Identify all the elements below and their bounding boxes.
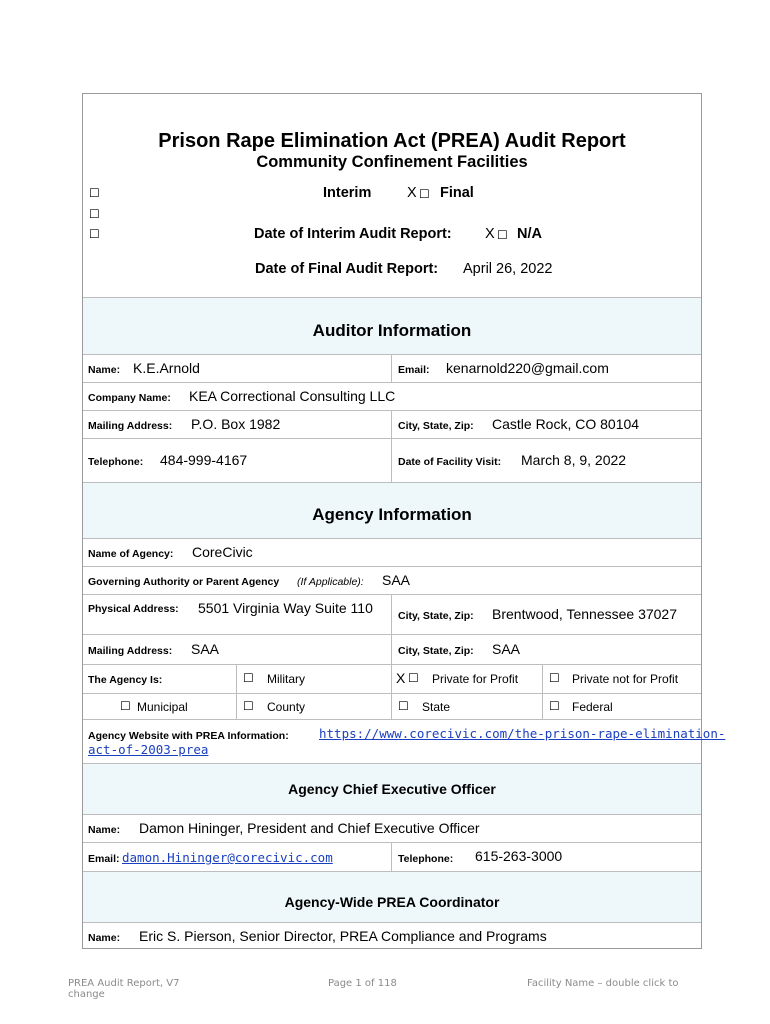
agency-website-link[interactable]: https://www.corecivic.com/the-prison-rape-elimination- [319,726,726,741]
column-divider [391,354,392,382]
agency-type-row-2 [83,693,701,719]
agency-website-row [83,719,726,763]
governing-authority-label: Governing Authority or Parent Agency [88,576,280,588]
checkbox-icon[interactable]: ☐ [120,699,131,713]
auditor-heading: Auditor Information [312,321,472,340]
agency-type-label: The Agency Is: [88,674,163,686]
checkbox-icon[interactable]: ☐ [398,699,409,713]
ceo-phone-value: 615-263-3000 [475,848,563,864]
footer-right: Facility Name – double click to [527,978,679,989]
column-divider [391,410,392,482]
auditor-name-row [83,354,701,382]
footer-left-line1: PREA Audit Report, V7 [68,978,180,989]
checkbox-icon[interactable]: ☐ [89,207,100,221]
footer-left-line2: change [68,989,105,1000]
final-date-value: April 26, 2022 [463,261,553,277]
agency-website-label: Agency Website with PREA Information: [88,730,289,742]
auditor-email-label: Email: [398,364,430,376]
ceo-email-link[interactable]: damon.Hininger@corecivic.com [122,850,333,865]
auditor-phone-row [83,438,701,482]
agency-name-row [83,538,701,566]
checkbox-icon[interactable]: ☐ [408,671,419,685]
auditor-mailing-label: Mailing Address: [88,420,173,432]
ceo-email-label: Email: [88,853,120,865]
auditor-mailing-value: P.O. Box 1982 [191,416,281,432]
ceo-phone-label: Telephone: [398,853,454,865]
physical-address-label: Physical Address: [88,603,179,615]
auditor-company-row [83,382,701,410]
governing-authority-note: (If Applicable): [297,576,364,588]
report-subtitle: Community Confinement Facilities [256,153,528,171]
auditor-company-label: Company Name: [88,392,171,404]
checkbox-icon[interactable]: ☐ [243,671,254,685]
agency-governing-row [83,566,701,594]
agency-mailing-row [83,634,701,664]
ceo-name-label: Name: [88,824,121,836]
option-state: State [422,700,451,714]
option-municipal: Municipal [137,700,188,714]
coordinator-name-label: Name: [88,932,121,944]
checkbox-icon[interactable]: ☐ [419,187,430,201]
interim-label: Interim [323,185,372,201]
agency-name-value: CoreCivic [192,544,253,560]
final-date-label: Date of Final Audit Report: [255,261,439,277]
report-cover-table [82,93,726,949]
ceo-contact-row [83,842,701,871]
column-divider [391,842,392,871]
option-private-not-for-profit: Private not for Profit [572,672,679,686]
column-divider [236,664,237,719]
checkbox-icon[interactable]: ☐ [89,186,100,200]
auditor-name-label: Name: [88,364,121,376]
checkbox-icon[interactable]: ☐ [549,699,560,713]
option-federal: Federal [572,700,613,714]
auditor-phone-label: Telephone: [88,456,144,468]
footer-page-number: Page 1 of 118 [328,978,397,989]
ceo-name-value: Damon Hininger, President and Chief Executive Officer [139,820,480,836]
coordinator-name-value: Eric S. Pierson, Senior Director, PREA Compliance and Programs [139,928,547,944]
report-title: Prison Rape Elimination Act (PREA) Audit Report [158,130,626,152]
physical-address-value: 5501 Virginia Way Suite 110 [198,600,373,616]
checkbox-icon[interactable]: ☐ [243,699,254,713]
coordinator-heading: Agency-Wide PREA Coordinator [284,894,500,910]
interim-date-label: Date of Interim Audit Report: [254,226,452,242]
na-label: N/A [517,226,542,242]
agency-type-row [83,664,701,693]
agency-mailing-csz-label: City, State, Zip: [398,645,474,657]
checkbox-icon[interactable]: ☐ [549,671,560,685]
final-label: Final [440,185,474,201]
auditor-section-header [83,297,701,354]
column-divider [391,594,392,664]
agency-website-link-continued[interactable]: act-of-2003-prea [88,742,209,757]
auditor-mailing-row [83,410,701,438]
ceo-name-row [83,814,701,842]
physical-csz-label: City, State, Zip: [398,610,474,622]
coordinator-section-header [83,871,701,922]
agency-mailing-label: Mailing Address: [88,645,173,657]
facility-visit-value: March 8, 9, 2022 [521,452,627,468]
ceo-section-header [83,763,701,814]
checkbox-icon[interactable]: ☐ [89,227,100,241]
auditor-email-value: kenarnold220@gmail.com [446,360,609,376]
coordinator-name-row [83,922,701,950]
auditor-csz-value: Castle Rock, CO 80104 [492,416,640,432]
agency-name-label: Name of Agency: [88,548,174,560]
footer-left [68,978,179,1000]
agency-section-header [83,482,701,538]
column-divider [542,664,543,719]
auditor-phone-value: 484-999-4167 [160,452,248,468]
option-county: County [267,700,306,714]
private-profit-check-mark: X [396,670,406,686]
auditor-name-value: K.E.Arnold [133,360,200,376]
governing-authority-value: SAA [382,572,411,588]
agency-physical-row [83,594,701,634]
ceo-heading: Agency Chief Executive Officer [288,781,496,797]
physical-csz-value: Brentwood, Tennessee 37027 [492,606,677,622]
checkbox-icon[interactable]: ☐ [497,228,508,242]
final-check-mark: X [407,185,417,201]
option-private-for-profit: Private for Profit [432,672,519,686]
agency-heading: Agency Information [312,505,472,524]
auditor-csz-label: City, State, Zip: [398,420,474,432]
agency-mailing-csz-value: SAA [492,641,521,657]
agency-mailing-value: SAA [191,641,220,657]
auditor-company-value: KEA Correctional Consulting LLC [189,388,396,404]
column-divider [391,664,392,719]
option-military: Military [267,672,305,686]
facility-visit-label: Date of Facility Visit: [398,456,502,468]
na-check-mark: X [485,226,495,242]
